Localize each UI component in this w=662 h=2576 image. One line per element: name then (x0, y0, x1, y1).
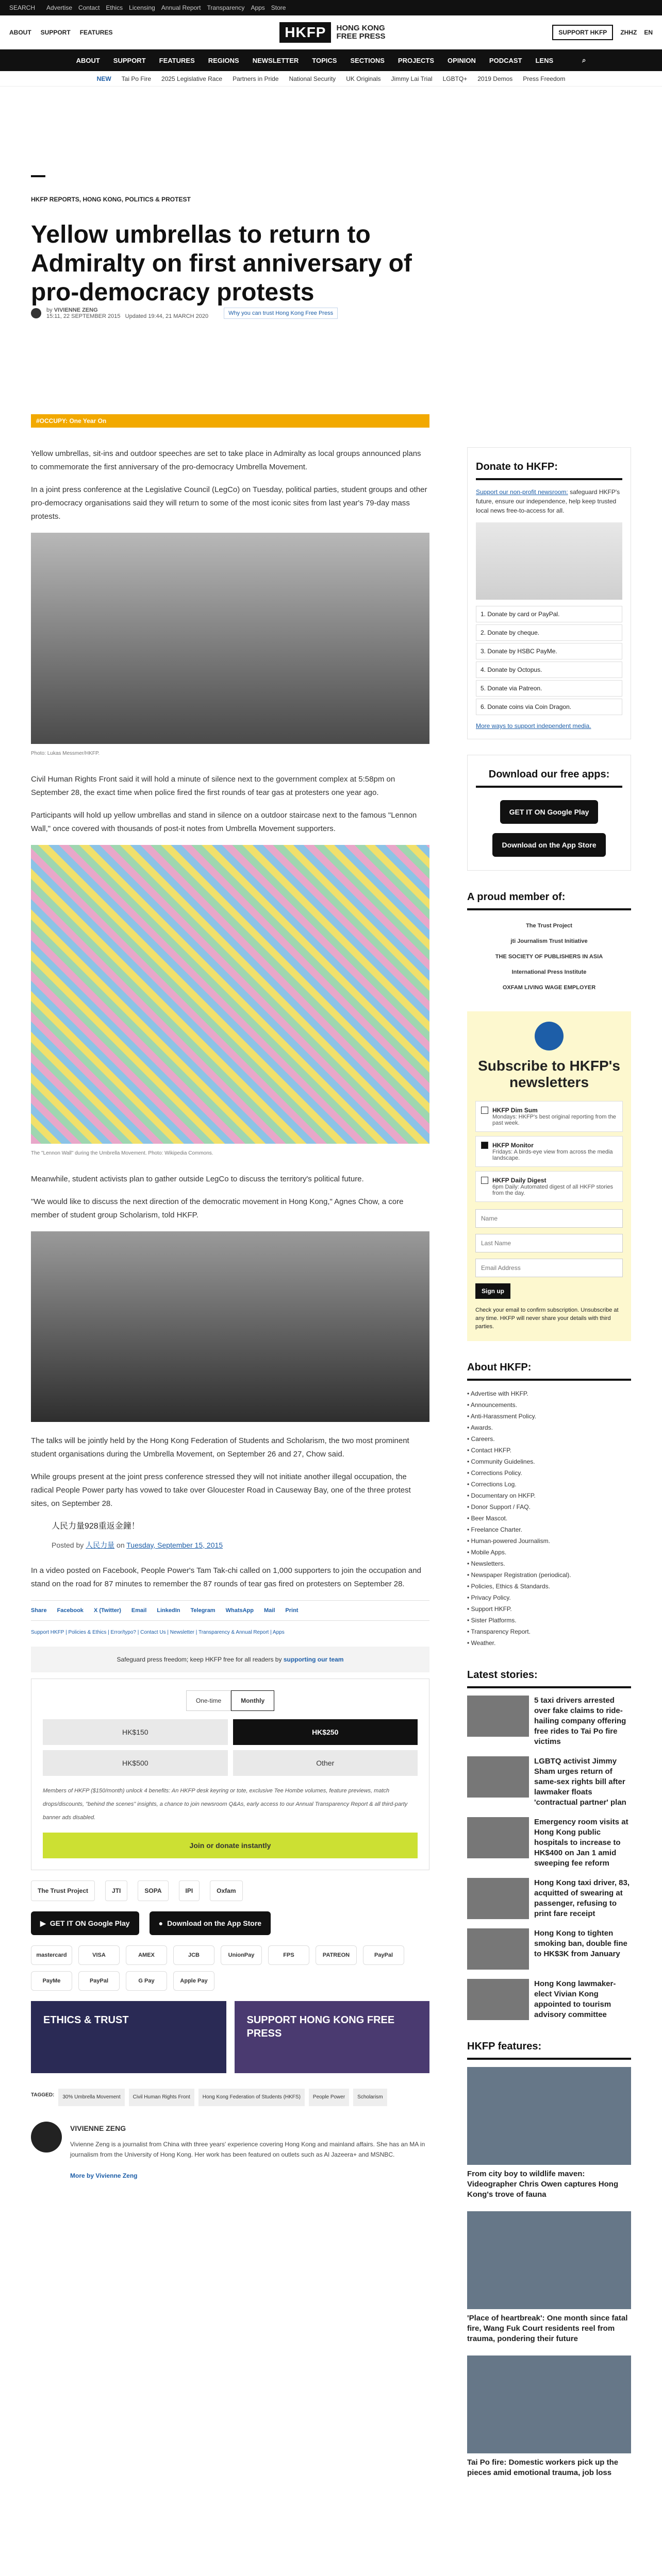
tag-link[interactable]: 30% Umbrella Movement (58, 2089, 124, 2106)
top-link[interactable]: Store (271, 4, 286, 11)
donate-options (476, 606, 622, 715)
newsletter-desc: Fridays: A birds-eye view from across the media landscape. (492, 1149, 613, 1161)
newsletter-icon (535, 1022, 564, 1050)
top-utility-bar (0, 0, 662, 15)
nav-item[interactable]: ABOUT (76, 56, 100, 64)
more-by-author-link[interactable]: More by Vivienne Zeng (70, 2172, 138, 2179)
about-link[interactable]: • Support HKFP. (467, 1605, 512, 1613)
share-link[interactable]: WhatsApp (225, 1607, 254, 1614)
feature-image[interactable] (467, 2355, 631, 2453)
about-link[interactable]: • Freelance Charter. (467, 1526, 522, 1533)
nav-item[interactable]: REGIONS (208, 56, 239, 64)
payment-logo: G Pay (126, 1971, 167, 1991)
features-heading: HKFP features: (467, 2036, 631, 2060)
embed-meta: Posted by 人民力量 on Tuesday, September 15, 2015 (52, 1541, 223, 1549)
latest-heading: Latest stories: (467, 1664, 631, 1688)
trending-tickers (0, 71, 662, 87)
latest-story[interactable] (467, 1979, 631, 2020)
newsletter-option[interactable] (475, 1171, 623, 1202)
payment-logo: PayPal (78, 1971, 120, 1991)
payment-logo: FPS (268, 1945, 309, 1965)
feature-title[interactable]: 'Place of heartbreak': One month since fatal fire, Wang Fuk Court residents reel from trauma, pondering their future (467, 2314, 628, 2343)
donate-option[interactable]: 5. Donate via Patreon. (476, 680, 622, 697)
nav-item[interactable]: PROJECTS (398, 56, 434, 64)
feature-story[interactable] (467, 2355, 631, 2478)
masthead-link[interactable]: FEATURES (79, 28, 113, 36)
share-link[interactable]: Telegram (190, 1607, 216, 1614)
about-link[interactable]: • Policies, Ethics & Standards. (467, 1583, 550, 1590)
search-icon[interactable]: ⌕ (582, 56, 586, 64)
paragraph: Meanwhile, student activists plan to gather outside LegCo to discuss the territory's political future. (31, 1175, 364, 1183)
story-title[interactable]: Hong Kong lawmaker-elect Vivian Kong appointed to tourism advisory committee (534, 1979, 616, 2019)
logo-mark: HKFP (279, 22, 331, 43)
latest-story[interactable] (467, 1756, 631, 1808)
ethics-promo[interactable]: ETHICS & TRUST (31, 2001, 226, 2073)
paragraph: "We would like to discuss the next direction of the democratic movement in Hong Kong," Agnes Chow, a core member of student group Scholarism, told HKFP. (31, 1197, 404, 1219)
about-link[interactable]: • Transparency Report. (467, 1628, 531, 1635)
ticker-link[interactable]: National Security (289, 75, 336, 82)
about-link[interactable]: • Corrections Policy. (467, 1469, 522, 1477)
about-link[interactable]: • Awards. (467, 1424, 493, 1431)
paragraph: While groups present at the joint press conference stressed they will not initiate another illegal occupation, the radical People Power party has vowed to take over Gloucester Road in Causeway Bay, one of the three protest sites, on September 28. (31, 1472, 411, 1508)
top-link[interactable]: Annual Report (161, 4, 201, 11)
story-title[interactable]: Hong Kong to tighten smoking ban, double fine to HK$3K from January (534, 1929, 627, 1958)
tag-list (31, 2089, 429, 2106)
ticker-link[interactable]: 2025 Legislative Race (161, 75, 223, 82)
top-link[interactable]: Transparency (207, 4, 245, 11)
tag-link[interactable]: Hong Kong Federation of Students (HKFS) (198, 2089, 305, 2106)
feature-image[interactable] (467, 2211, 631, 2309)
masthead-left-links (9, 29, 112, 36)
oxfam-logo[interactable]: Oxfam (210, 1880, 242, 1901)
nav-item[interactable]: SUPPORT (113, 56, 146, 64)
story-title[interactable]: Hong Kong taxi driver, 83, acquitted of swearing at passenger, refusing to print fare receipt (534, 1878, 630, 1918)
about-link[interactable]: • Newspaper Registration (periodical). (467, 1571, 571, 1579)
feature-story[interactable] (467, 2067, 631, 2200)
donate-box (467, 447, 631, 739)
newsletter-name: HKFP Monitor (492, 1142, 534, 1149)
paragraph: In a video posted on Facebook, People Power's Tam Tak-chi called on 1,000 supporters to join the occupation and stand on the road for 87 minutes to remember the 87 rounds of tear gas fired on protesters on September 28. (31, 1566, 421, 1588)
one-time-tab[interactable]: One-time (186, 1690, 231, 1711)
donate-option[interactable]: 2. Donate by cheque. (476, 624, 622, 641)
about-link[interactable]: • Careers. (467, 1435, 495, 1443)
payment-logo: JCB (173, 1945, 214, 1965)
masthead-right (552, 25, 653, 40)
story-thumbnail[interactable] (467, 1756, 529, 1798)
donate-option[interactable]: 6. Donate coins via Coin Dragon. (476, 699, 622, 715)
about-link[interactable]: • Beer Mascot. (467, 1515, 508, 1522)
updated-date: Updated 19:44, 21 MARCH 2020 (125, 313, 209, 319)
newsletter-name: HKFP Daily Digest (492, 1177, 547, 1184)
payment-logo: mastercard (31, 1945, 72, 1965)
top-link[interactable]: Licensing (129, 4, 155, 11)
safeguard-banner: Safeguard press freedom; keep HKFP free for all readers by supporting our team (31, 1647, 429, 1672)
lennon-wall-photo (31, 845, 429, 1144)
author-avatar-large[interactable] (31, 2122, 62, 2153)
apps-heading: Download our free apps: (476, 764, 622, 788)
payment-logo: PATREON (316, 1945, 357, 1965)
chinese-site-link[interactable]: ZHHZ (620, 28, 637, 36)
photo-caption: The "Lennon Wall" during the Umbrella Movement. Photo: Wikipedia Commons. (31, 1150, 213, 1156)
story-title[interactable]: 5 taxi drivers arrested over fake claims to ride-hailing company offering free rides to Tai Po fire victims (534, 1696, 626, 1746)
google-play-button[interactable]: ▶ GET IT ON Google Play (31, 1911, 139, 1935)
member-logo[interactable]: THE SOCIETY OF PUBLISHERS IN ASIA (495, 954, 603, 960)
last-name-field[interactable] (475, 1234, 623, 1252)
tag-link[interactable]: People Power (309, 2089, 349, 2106)
paragraph: Yellow umbrellas, sit-ins and outdoor speeches are set to take place in Admiralty as local groups announced plans to commemorate the first anniversary of the pro-democracy Umbrella Movement. (31, 449, 421, 471)
series-banner[interactable]: #OCCUPY: One Year On (31, 414, 429, 428)
tag-link[interactable]: Scholarism (353, 2089, 387, 2106)
share-link[interactable]: LinkedIn (157, 1607, 180, 1614)
top-links (46, 4, 286, 11)
facebook-embed[interactable] (52, 1520, 429, 1552)
sopa-logo[interactable]: SOPA (138, 1880, 168, 1901)
tag-link[interactable]: Civil Human Rights Front (129, 2089, 194, 2106)
byline: by VIVIENNE ZENG 15:11, 22 SEPTEMBER 2015 Updated 19:44, 21 MARCH 2020 Why you can trust Hong Kong Free Press (31, 307, 338, 319)
about-link[interactable]: • Anti-Harassment Policy. (467, 1413, 537, 1420)
logo-text: HONG KONG FREE PRESS (336, 23, 386, 41)
payment-logo: PayMe (31, 1971, 72, 1991)
about-link[interactable]: • Documentary on HKFP. (467, 1492, 536, 1499)
donate-heading: Donate to HKFP: (476, 456, 622, 480)
amount-option[interactable]: Other (233, 1750, 418, 1776)
donation-widget (31, 1679, 429, 1870)
photo-caption: Photo: Lukas Messmer/HKFP. (31, 751, 100, 756)
author-box (31, 2122, 429, 2182)
article-categories[interactable]: HKFP REPORTS, HONG KONG, POLITICS & PROTEST (31, 196, 191, 203)
ticker-link[interactable]: Press Freedom (523, 75, 566, 82)
story-thumbnail[interactable] (467, 1817, 529, 1858)
latest-story[interactable] (467, 1878, 631, 1919)
agnes-chow-photo (31, 1231, 429, 1422)
about-link[interactable]: • Announcements. (467, 1401, 517, 1409)
share-link[interactable]: Facebook (57, 1607, 84, 1614)
member-logo[interactable]: OXFAM LIVING WAGE EMPLOYER (502, 985, 596, 991)
trust-project-logo[interactable]: The Trust Project (31, 1880, 95, 1901)
search-link[interactable]: SEARCH (9, 4, 36, 11)
payment-logo: VISA (78, 1945, 120, 1965)
about-link[interactable]: • Privacy Policy. (467, 1594, 511, 1601)
latest-story[interactable] (467, 1928, 631, 1970)
newsletter-box (467, 1011, 631, 1341)
nav-item[interactable]: NEWSLETTER (252, 56, 299, 64)
top-link[interactable]: Contact (78, 4, 100, 11)
share-bar (31, 1600, 429, 1621)
email-field[interactable] (475, 1259, 623, 1277)
about-box (467, 1357, 631, 1649)
top-link[interactable]: Apps (251, 4, 265, 11)
app-store-button[interactable]: Download on the App Store (492, 833, 605, 857)
donate-option[interactable]: 1. Donate by card or PayPal. (476, 606, 622, 622)
nav-item[interactable]: LENS (535, 56, 554, 64)
new-label: NEW (96, 75, 111, 82)
nav-item[interactable]: FEATURES (159, 56, 195, 64)
ticker-link[interactable]: Tai Po Fire (121, 75, 152, 82)
story-thumbnail[interactable] (467, 1878, 529, 1919)
publish-date: 15:11, 22 SEPTEMBER 2015 (46, 313, 121, 319)
title-rule (31, 175, 45, 177)
join-button[interactable]: Join or donate instantly (43, 1833, 418, 1858)
share-link[interactable]: Mail (263, 1607, 275, 1614)
about-link[interactable]: • Mobile Apps. (467, 1549, 507, 1556)
share-link[interactable]: X (Twitter) (93, 1607, 121, 1614)
google-play-button[interactable]: GET IT ON Google Play (500, 800, 599, 824)
first-name-field[interactable] (475, 1209, 623, 1228)
newsletter-checkbox[interactable] (481, 1142, 488, 1149)
feature-title[interactable]: Tai Po fire: Domestic workers pick up the pieces amid emotional trauma, job loss (467, 2458, 619, 2477)
latest-box (467, 1664, 631, 2020)
feature-image[interactable] (467, 2067, 631, 2165)
monthly-tab[interactable]: Monthly (231, 1690, 274, 1711)
story-title[interactable]: LGBTQ activist Jimmy Sham urges return of same-sex rights bill after lawmaker floats 'contractual partner' plan (534, 1757, 626, 1807)
about-link[interactable]: • Community Guidelines. (467, 1458, 535, 1465)
newsletter-checkbox[interactable] (481, 1177, 488, 1184)
author-link[interactable]: VIVIENNE ZENG (54, 307, 98, 313)
press-conference-photo (31, 533, 429, 744)
payment-logo: Apple Pay (173, 1971, 214, 1991)
about-link[interactable]: • Weather. (467, 1639, 496, 1647)
author-avatar (31, 308, 41, 318)
newsletter-checkbox[interactable] (481, 1107, 488, 1114)
donate-intro-link[interactable]: Support our non-profit newsroom: (476, 488, 568, 496)
share-link[interactable]: Print (285, 1607, 299, 1614)
member-badges (467, 918, 631, 996)
member-logo[interactable]: The Trust Project (526, 923, 572, 929)
member-logo[interactable]: International Press Institute (511, 969, 587, 975)
latest-list (467, 1696, 631, 2020)
more-ways-link[interactable]: More ways to support independent media. (476, 722, 591, 730)
top-link[interactable]: Ethics (106, 4, 123, 11)
paragraph: The talks will be jointly held by the Hong Kong Federation of Students and Scholarism, the two most prominent student organisations during the Umbrella Movement, on September 26 and 27, Chow said. (31, 1436, 409, 1459)
donate-option[interactable]: 4. Donate by Octopus. (476, 662, 622, 678)
newsletter-options (475, 1101, 623, 1202)
payment-logo: PayPal (363, 1945, 404, 1965)
frequency-toggle (43, 1690, 418, 1711)
play-icon: ▶ (40, 1919, 46, 1927)
member-logo[interactable]: jti Journalism Trust Initiative (510, 938, 588, 944)
nav-item[interactable]: OPINION (448, 56, 476, 64)
amount-options (43, 1719, 418, 1776)
embed-date-link[interactable]: Tuesday, September 15, 2015 (126, 1541, 223, 1549)
about-link[interactable]: • Sister Platforms. (467, 1617, 517, 1624)
language-switch[interactable]: EN (644, 28, 653, 36)
feature-title[interactable]: From city boy to wildlife maven: Videographer Chris Owen captures Hong Kong's trove of fauna (467, 2170, 619, 2199)
latest-story[interactable] (467, 1817, 631, 1869)
amount-option[interactable]: HK$150 (43, 1719, 228, 1745)
nav-item[interactable]: TOPICS (312, 56, 337, 64)
about-link[interactable]: • Donor Support / FAQ. (467, 1503, 531, 1511)
features-list (467, 2067, 631, 2478)
ticker-link[interactable]: LGBTQ+ (442, 75, 468, 82)
member-box (467, 886, 631, 996)
article-title: Yellow umbrellas to return to Admiralty on first anniversary of pro-democracy protests (31, 221, 412, 306)
masthead (0, 15, 662, 49)
embed-text: 人民力量928重返金鐘！ (52, 1522, 140, 1531)
about-link[interactable]: • Contact HKFP. (467, 1447, 512, 1454)
share-label: Share (31, 1607, 47, 1614)
newsletter-name: HKFP Dim Sum (492, 1107, 538, 1114)
newsletter-option[interactable] (475, 1101, 623, 1132)
ticker-link[interactable]: Partners in Pride (233, 75, 279, 82)
newsletter-heading: Subscribe to HKFP's newsletters (478, 1058, 620, 1090)
share-link[interactable]: Email (131, 1607, 147, 1614)
ticker-link[interactable]: UK Originals (346, 75, 381, 82)
top-link[interactable]: Advertise (46, 4, 73, 11)
badge-row (31, 1880, 429, 1901)
about-link[interactable]: • Human-powered Journalism. (467, 1537, 550, 1545)
donate-intro: Support our non-profit newsroom: safeguard HKFP's future, ensure our independence, help keep trusted local news free-to-access for all. (476, 488, 620, 514)
newsletter-note: Check your email to confirm subscription. Unsubscribe at any time. HKFP will never share your details with third parties. (475, 1307, 619, 1330)
main-nav (0, 49, 662, 71)
apps-box (467, 755, 631, 871)
newsletter-desc: Mondays: HKFP's best original reporting from the past week. (492, 1114, 616, 1126)
support-hkfp-button[interactable]: SUPPORT HKFP (552, 25, 613, 40)
masthead-link[interactable]: ABOUT (9, 28, 31, 36)
newsletter-desc: 6pm Daily: Automated digest of all HKFP stories from the day. (492, 1184, 613, 1196)
support-promo[interactable]: SUPPORT HONG KONG FREE PRESS (235, 2001, 430, 2073)
amount-option-selected[interactable]: HK$250 (233, 1719, 418, 1745)
sidebar (467, 447, 631, 2489)
about-link[interactable]: • Newsletters. (467, 1560, 505, 1567)
about-heading: About HKFP: (467, 1357, 631, 1381)
support-links[interactable]: Support HKFP | Policies & Ethics | Error/typo? | Contact Us | Newsletter | Transparency & Annual Report | Apps (31, 1630, 285, 1635)
jti-logo[interactable]: JTI (105, 1880, 127, 1901)
app-store-row (31, 1911, 429, 1935)
story-thumbnail[interactable] (467, 1928, 529, 1970)
article-body (31, 447, 429, 2182)
app-store-button[interactable]: ● Download on the App Store (150, 1911, 271, 1935)
author-name[interactable]: VIVIENNE ZENG (70, 2124, 126, 2132)
about-link[interactable]: • Advertise with HKFP. (467, 1390, 528, 1397)
trust-link[interactable]: Why you can trust Hong Kong Free Press (224, 308, 338, 319)
story-title[interactable]: Emergency room visits at Hong Kong public hospitals to increase to HK$400 on Jan 1 amid sweeping fee reform (534, 1818, 628, 1868)
donate-option[interactable]: 3. Donate by HSBC PayMe. (476, 643, 622, 659)
amount-option[interactable]: HK$500 (43, 1750, 228, 1776)
ipi-logo[interactable]: IPI (179, 1880, 200, 1901)
story-thumbnail[interactable] (467, 1979, 529, 2020)
about-link[interactable]: • Corrections Log. (467, 1481, 517, 1488)
masthead-link[interactable]: SUPPORT (40, 28, 71, 36)
sign-up-button[interactable]: Sign up (475, 1283, 510, 1299)
promo-banners (31, 2001, 429, 2073)
ticker-link[interactable]: 2019 Demos (477, 75, 513, 82)
paragraph: Participants will hold up yellow umbrellas and stand in silence on a outdoor staircase next to the famous "Lennon Wall," once covered with thousands of post-it notes from Umbrella Movement supporters. (31, 811, 417, 833)
about-list (467, 1388, 631, 1649)
ticker-link[interactable]: Jimmy Lai Trial (391, 75, 433, 82)
latest-story[interactable] (467, 1696, 631, 1747)
membership-note: Members of HKFP ($150/month) unlock 4 benefits: An HKFP desk keyring or tote, exclusive Tee Hombe volumes, feature previews, match drops/discounts, "behind the scenes" insights, a chance to join newsroom Q&As, early access to our Annual Transparency Report & all third-party banner ads disabled. (43, 1788, 408, 1821)
support-team-link[interactable]: supporting our team (283, 1656, 344, 1663)
payment-logo: UnionPay (221, 1945, 262, 1965)
features-box (467, 2036, 631, 2478)
story-thumbnail[interactable] (467, 1696, 529, 1737)
newsletter-option[interactable] (475, 1136, 623, 1167)
member-heading: A proud member of: (467, 886, 631, 910)
hkfp-logo[interactable] (279, 22, 385, 43)
payment-logo: AMEX (126, 1945, 167, 1965)
embed-author-link[interactable]: 人民力量 (86, 1541, 115, 1549)
nav-item[interactable]: SECTIONS (350, 56, 385, 64)
nav-item[interactable]: PODCAST (489, 56, 522, 64)
feature-story[interactable] (467, 2211, 631, 2344)
payment-methods (31, 1945, 429, 1991)
author-bio: Vivienne Zeng is a journalist from China with three years' experience covering Hong Kong and mainland affairs. She has an MA in journalism from the University of Hong Kong. Her work has been featured on outlets such as Al Jazeera+ and MSNBC. (70, 2141, 425, 2158)
tags-label: TAGGED: (31, 2092, 55, 2098)
paragraph: Civil Human Rights Front said it will hold a minute of silence next to the government complex at 5:58pm on September 28, the exact time when police fired the first rounds of tear gas at protesters one year ago. (31, 775, 395, 797)
donate-graphic (476, 522, 622, 600)
apple-icon: ● (158, 1919, 163, 1927)
paragraph: In a joint press conference at the Legislative Council (LegCo) on Tuesday, political parties, student groups and other pro-democracy organisations said they will return to some of the most iconic sites from last year's 79-day mass protests. (31, 485, 427, 521)
